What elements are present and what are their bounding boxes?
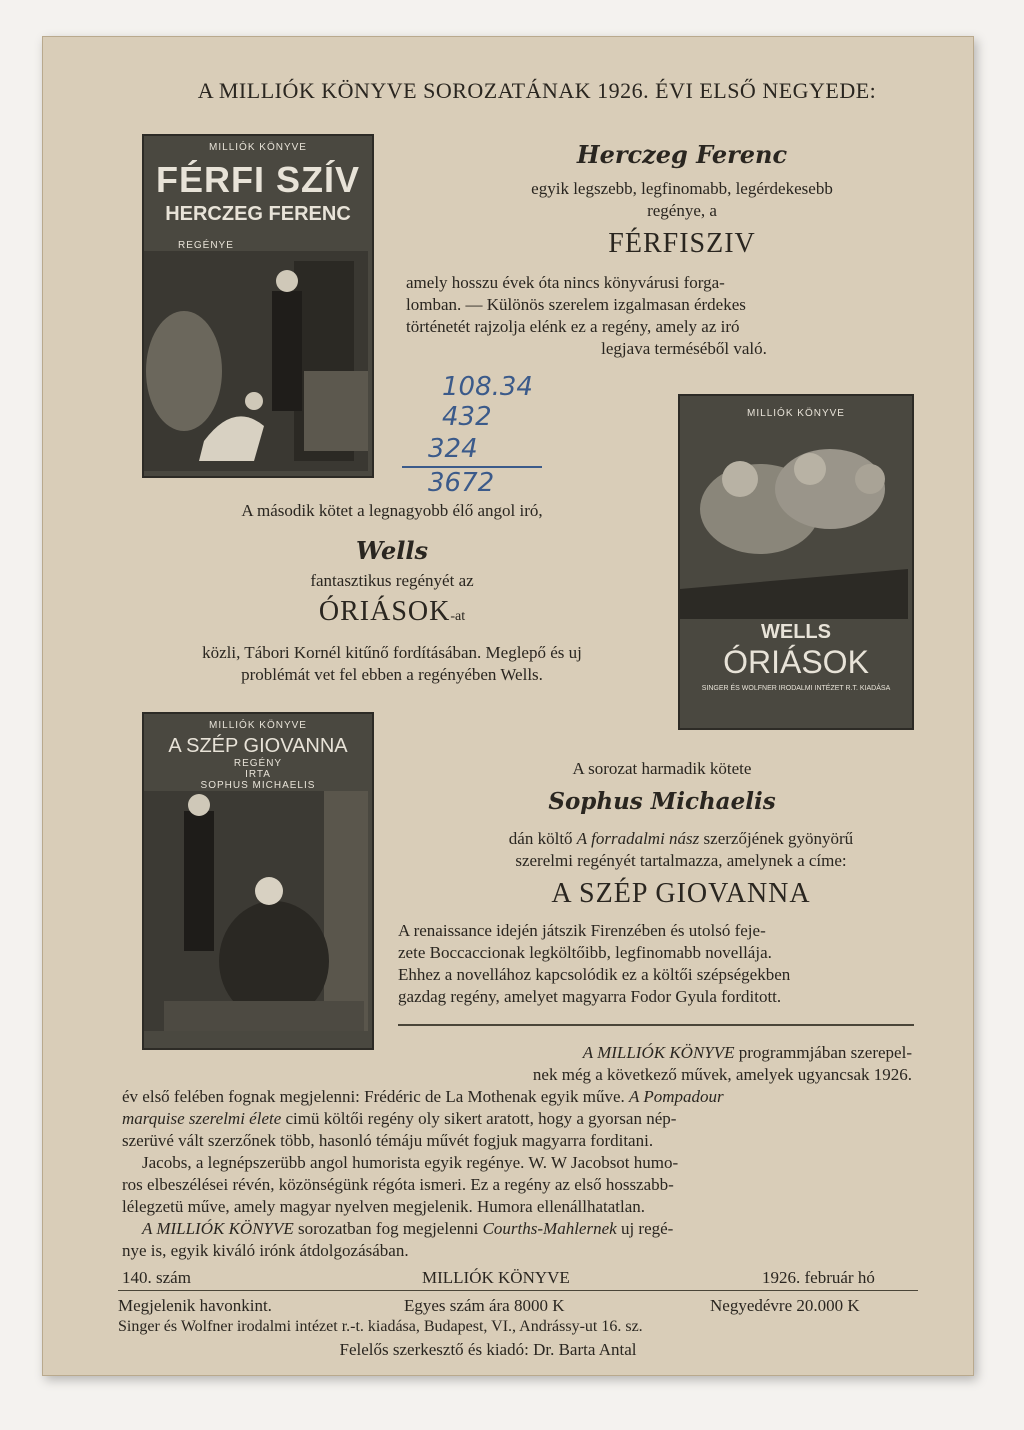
footer-price: Egyes szám ára 8000 K <box>404 1296 565 1315</box>
section3-text-1 <box>396 828 966 850</box>
program-line-3 <box>122 1086 912 1108</box>
section2-text-1: közli, Tábori Kornél kitűnő fordításában. Meglepő és uj <box>202 643 582 662</box>
section2-line-2: fantasztikus regényét az <box>310 571 474 590</box>
author-herczeg: Herczeg Ferenc <box>576 140 788 169</box>
section1-text-3: történetét rajzolja elénk ez a regény, amely az iró <box>406 317 740 336</box>
footer-quarter: Negyedévre 20.000 K <box>710 1296 860 1315</box>
author-wells: Wells <box>355 536 428 565</box>
poster-illustration <box>144 251 368 471</box>
program-line-9c: Courths-Mahlernek <box>482 1219 617 1238</box>
program-line-9 <box>122 1218 912 1240</box>
footer-date: 1926. február hó <box>762 1268 875 1287</box>
program-line-3b: A Pompadour <box>629 1087 724 1106</box>
poster-author: WELLS <box>761 621 831 643</box>
program-line-1 <box>122 1042 912 1064</box>
poster-series-label: MILLIÓK KÖNYVE <box>209 142 307 153</box>
section2-intro: A második kötet a legnagyobb élő angol iró, <box>241 501 543 520</box>
program-line-9d: uj regé- <box>620 1219 674 1238</box>
series-name: A MILLIÓK KÖNYVE <box>142 1219 294 1238</box>
footer-frequency: Megjelenik havonkint. <box>118 1296 272 1315</box>
poster-sub-2: IRTA <box>245 769 271 780</box>
program-line-4a: marquise szerelmi élete <box>122 1109 282 1128</box>
section1-intro-1: egyik legszebb, legfinomabb, legérdekesebb <box>531 179 833 198</box>
program-line-10: nye is, egyik kiváló irónk átdolgozásában. <box>122 1241 409 1260</box>
section1-text-4: legjava terméséből való. <box>601 339 767 358</box>
page-header: A MILLIÓK KÖNYVE SOROZATÁNAK 1926. ÉVI ELSŐ NEGYEDE: <box>197 78 877 103</box>
footer-publisher: Singer és Wolfner irodalmi intézet r.-t. kiadása, Budapest, VI., Andrássy-ut 16. sz. <box>118 1318 643 1335</box>
poster-ferfisziv <box>142 134 374 478</box>
program-line-9b: sorozatban fog megjelenni <box>298 1219 479 1238</box>
series-name: A MILLIÓK KÖNYVE <box>582 1043 735 1062</box>
poster-title: FÉRFI SZÍV <box>155 159 360 200</box>
handwritten-line-1: 108.34 <box>442 372 533 402</box>
footer-editor: Felelős szerkesztő és kiadó: Dr. Barta Antal <box>339 1340 637 1359</box>
poster-sub-1: REGÉNY <box>233 758 283 769</box>
section3-text-1c: szerzőjének gyönyörű <box>703 829 854 848</box>
handwritten-line-4: 3672 <box>428 468 495 498</box>
program-line-4 <box>122 1108 912 1130</box>
section1-intro-2: regénye, a <box>647 201 717 220</box>
poster-subtitle: REGÉNYE <box>178 240 234 251</box>
section3-text-3: A renaissance idején játszik Firenzében és utolsó feje- <box>398 921 766 940</box>
program-line-2: nek még a következő művek, amelyek ugyancsak 1926. <box>532 1065 912 1084</box>
poster-sub-3: SOPHUS MICHAELIS <box>200 780 316 791</box>
program-line-1b: programmjában szerepel- <box>738 1043 912 1062</box>
poster-illustration <box>680 419 908 619</box>
poster-illustration <box>144 791 368 1031</box>
program-line-3a: év első felében fognak megjelenni: Frédéric de La Mothenak egyik műve. <box>122 1087 625 1106</box>
footer-series: MILLIÓK KÖNYVE <box>422 1268 570 1287</box>
footer-divider <box>118 1290 918 1291</box>
handwritten-line-2: 432 <box>442 402 492 432</box>
section1-text-2: lomban. — Különös szerelem izgalmasan érdekes <box>406 295 746 314</box>
poster-series-label: MILLIÓK KÖNYVE <box>747 408 845 419</box>
title-oriasok-suffix: -at <box>450 609 466 624</box>
section3-text-1a: dán költő <box>508 829 573 848</box>
program-line-8: lélegzetü műve, amely magyar nyelven megjelenik. Humora ellenállhatatlan. <box>122 1197 646 1216</box>
program-line-5: szerüvé vált szerzőnek több, hasonló témáju művét fogjuk magyarra forditani. <box>122 1131 654 1150</box>
section3-text-6: gazdag regény, amelyet magyarra Fodor Gyula forditott. <box>398 987 782 1006</box>
program-line-7: ros elbeszélései révén, közönségünk régóta ismeri. Ez a regény az első hosszabb- <box>122 1175 674 1194</box>
program-line-6: Jacobs, a legnépszerübb angol humorista egyik regénye. W. W Jacobsot humo- <box>142 1153 679 1172</box>
author-michaelis: Sophus Michaelis <box>548 788 776 815</box>
issue-number: 140. szám <box>122 1268 191 1287</box>
title-oriasok: ÓRIÁSOK <box>318 596 451 627</box>
section3-text-1b: A forradalmi nász <box>576 829 700 848</box>
divider <box>398 1024 914 1026</box>
poster-publisher: SINGER ÉS WOLFNER IRODALMI INTÉZET R.T. KIADÁSA <box>701 685 891 692</box>
title-szep-giovanna: A SZÉP GIOVANNA <box>551 878 811 909</box>
poster-oriasok <box>678 394 914 730</box>
poster-series-label: MILLIÓK KÖNYVE <box>209 720 307 731</box>
section1-text-1: amely hosszu évek óta nincs könyvárusi forga- <box>406 273 725 292</box>
section3-text-4: zete Boccaccionak legköltőibb, legfinomabb novellája. <box>398 943 772 962</box>
poster-title: ÓRIÁSOK <box>723 644 869 680</box>
section3-text-2: szerelmi regényét tartalmazza, amelynek a címe: <box>515 851 847 870</box>
poster-author: HERCZEG FERENC <box>165 203 351 225</box>
magazine-back-cover <box>42 36 974 1376</box>
section2-text-2: problémát vet fel ebben a regényében Wells. <box>241 665 543 684</box>
poster-szep-giovanna <box>142 712 374 1050</box>
poster-title: A SZÉP GIOVANNA <box>168 735 348 757</box>
handwritten-line-3: 324 <box>428 434 478 464</box>
section3-intro: A sorozat harmadik kötete <box>572 759 752 778</box>
title-oriasok-wrap <box>122 596 662 628</box>
title-ferfisziv: FÉRFISZIV <box>608 228 756 259</box>
program-line-4b: cimü költői regény oly sikert aratott, hogy a gyorsan nép- <box>285 1109 677 1128</box>
section3-text-5: Ehhez a novellához kapcsolódik ez a költői szépségekben <box>398 965 791 984</box>
